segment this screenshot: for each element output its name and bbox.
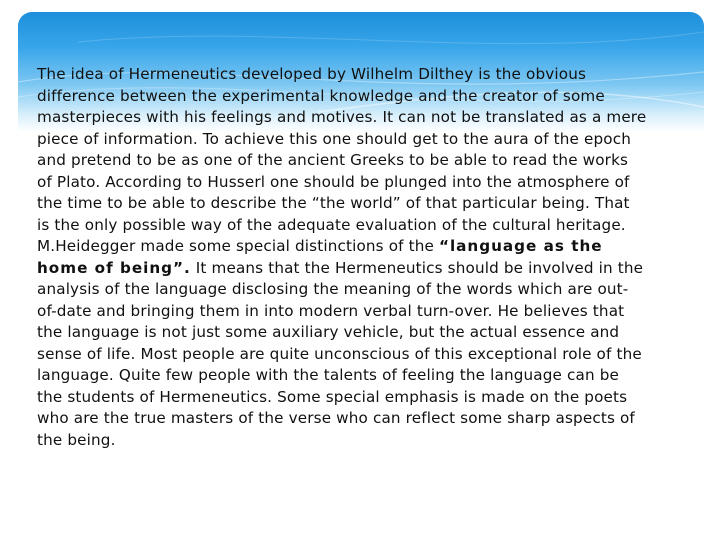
paragraph-heidegger (37, 236, 647, 451)
paragraph-heidegger-lead: M.Heidegger made some special distinctions of the (37, 237, 439, 255)
emphasis-phrase: “language as the home of being”. (37, 237, 603, 277)
paragraph-dilthey: The idea of Hermeneutics developed by Wilhelm Dilthey is the obvious difference between the experimental knowledge and the creator of some masterpieces with his feelings and motives. It can not be translated as a mere piece of information. To achieve this one should get to the aura of the epoch and pretend to be as one of the ancient Greeks to be able to read the works of Plato. According to Husserl one should be plunged into the atmosphere of the time to be able to describe the “the world” of that particular being. That is the only possible way of the adequate evaluation of the cultural heritage. (37, 65, 647, 234)
paragraph-heidegger-rest: It means that the Hermeneutics should be involved in the analysis of the language disclosing the meaning of the words which are out-of-date and bringing them in into modern verbal turn-over. He believes that the language is not just some auxiliary vehicle, but the actual essence and sense of life. Most people are quite unconscious of this exceptional role of the language. Quite few people with the talents of feeling the language can be the students of Hermeneutics. Some special emphasis is made on the poets who are the true masters of the verse who can reflect some sharp aspects of the being. (37, 258, 644, 449)
slide-body (37, 64, 647, 451)
